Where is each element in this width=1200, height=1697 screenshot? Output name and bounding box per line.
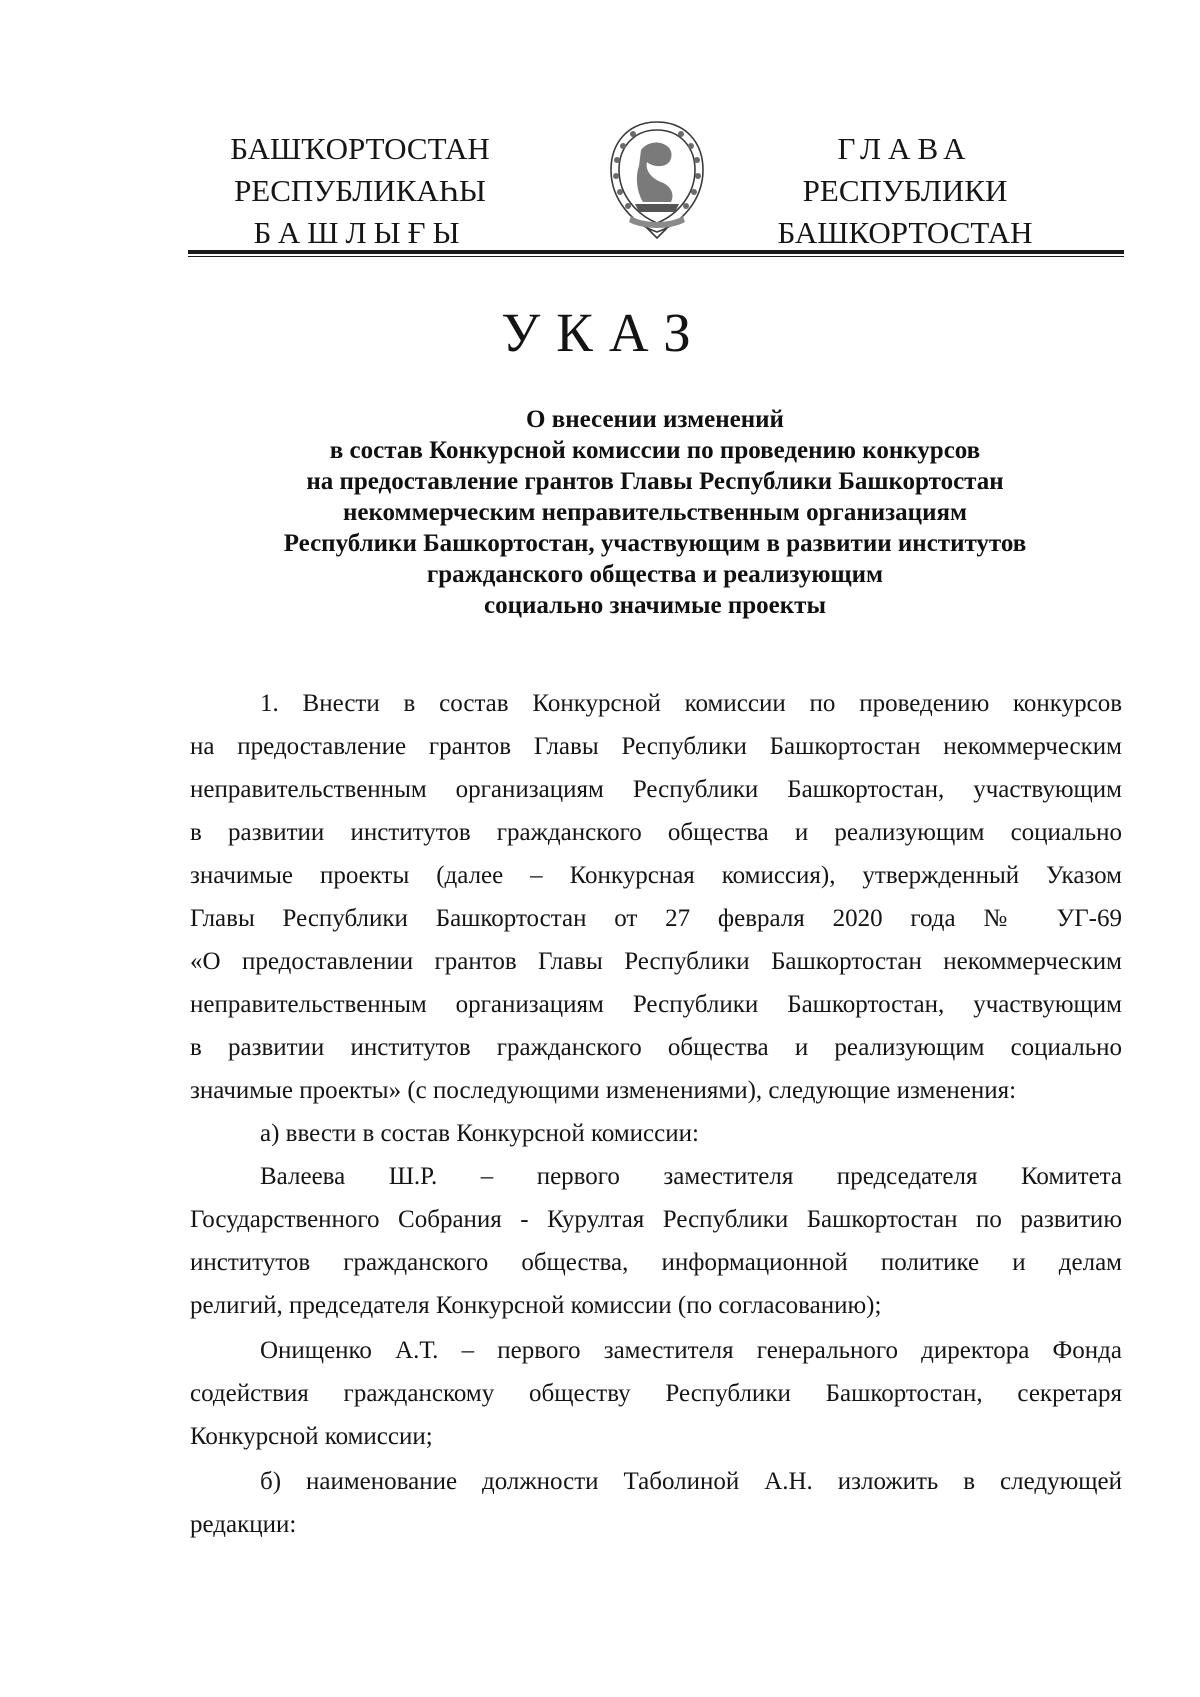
body-line: Государственного Собрания - Курултая Республики Башкортостан по развитию (190, 1206, 1122, 1233)
body-line: в развитии институтов гражданского общества и реализующим социально (190, 819, 1122, 846)
paragraph-1 (190, 682, 1122, 1112)
body-line: институтов гражданского общества, информационной политике и делам (190, 1249, 1122, 1276)
header-right-line: БАШКОРТОСТАН (777, 215, 1033, 250)
subject-line: некоммерческим неправительственным организациям (342, 499, 968, 526)
body-line: редакции: (190, 1511, 297, 1538)
body-line: Конкурсной комиссии; (190, 1423, 433, 1450)
body-line: Главы Республики Башкортостан от 27 февраля 2020 года № УГ-69 (190, 905, 1122, 932)
subject-line: О внесении изменений (526, 406, 784, 433)
coat-of-arms-icon (601, 116, 713, 242)
body-line: значимые проекты (далее – Конкурсная комиссия), утвержденный Указом (190, 862, 1122, 889)
header-russian-title (745, 128, 1065, 254)
subject-line: гражданского общества и реализующим (426, 561, 884, 588)
paragraph-2 (190, 1112, 1122, 1155)
subject-line: в состав Конкурсной комиссии по проведению конкурсов (329, 437, 981, 464)
header-left-line: БАШҠОРТОСТАН (230, 131, 490, 166)
document-subject (190, 404, 1120, 621)
header-divider-thin (188, 256, 1124, 257)
paragraph-5 (190, 1460, 1122, 1546)
subject-line: на предоставление грантов Главы Республики Башкортостан (306, 468, 1004, 495)
paragraph-3 (190, 1155, 1122, 1327)
body-line: значимые проекты» (с последующими изменениями), следующие изменения: (190, 1077, 1017, 1104)
body-line: неправительственным организациям Республики Башкортостан, участвующим (190, 776, 1122, 803)
header-left-line: РЕСПУБЛИКАҺЫ (234, 173, 486, 208)
header-bashkir-title (200, 128, 520, 254)
subject-line: социально значимые проекты (484, 592, 826, 619)
body-line: 1. Внести в состав Конкурсной комиссии по проведению конкурсов (260, 690, 1122, 717)
header-right-line: ГЛАВА (837, 131, 973, 166)
body-line: в развитии институтов гражданского общества и реализующим социально (190, 1034, 1122, 1061)
body-line: религий, председателя Конкурсной комиссии (по согласованию); (190, 1292, 882, 1319)
body-line: «О предоставлении грантов Главы Республики Башкортостан некоммерческим (190, 948, 1122, 975)
document-body (190, 682, 1122, 1546)
body-line: Онищенко А.Т. – первого заместителя генерального директора Фонда (260, 1337, 1122, 1364)
body-line: неправительственным организациям Республики Башкортостан, участвующим (190, 991, 1122, 1018)
header-divider (188, 250, 1124, 254)
body-line: на предоставление грантов Главы Республики Башкортостан некоммерческим (190, 733, 1122, 760)
body-line: Валеева Ш.Р. – первого заместителя председателя Комитета (260, 1163, 1122, 1190)
header-left-line: БАШЛЫҒЫ (253, 215, 467, 250)
header-right-line: РЕСПУБЛИКИ (802, 173, 1008, 208)
body-line: а) ввести в состав Конкурсной комиссии: (260, 1120, 699, 1147)
subject-line: Республики Башкортостан, участвующим в развитии институтов (283, 530, 1027, 557)
body-line: б) наименование должности Таболиной А.Н. изложить в следующей (260, 1468, 1122, 1495)
paragraph-4 (190, 1329, 1122, 1458)
body-line: содействия гражданскому обществу Республики Башкортостан, секретаря (190, 1380, 1122, 1407)
document-title: УКАЗ (501, 302, 707, 363)
